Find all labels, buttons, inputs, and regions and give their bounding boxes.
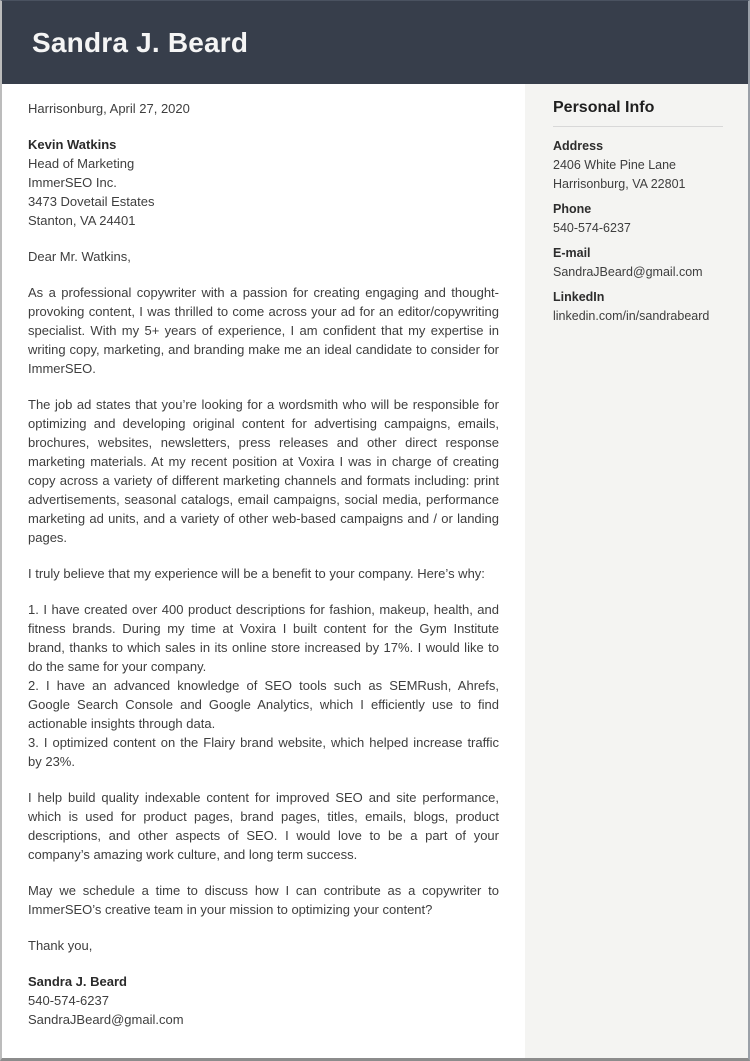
salutation: Dear Mr. Watkins, — [28, 249, 131, 264]
paragraph-intro: As a professional copywriter with a passion for creating engaging and thought-provoking content, I was thrilled to come across your ad for an editor/copywriting specialist. With my 5+ years of experience, I am confident that my expertise in writing copy, marketing, and branding make me an ideal candidate to consider for ImmerSEO. — [28, 285, 499, 376]
recipient-line: 3473 Dovetail Estates — [28, 194, 155, 209]
sidebar-section-email — [553, 244, 723, 282]
list-item: 2. I have an advanced knowledge of SEO tools such as SEMRush, Ahrefs, Google Search Console and Google Analytics, which I efficiently use to find actionable insights through data. — [28, 678, 499, 731]
header-band — [2, 1, 748, 84]
sidebar-value: SandraJBeard@gmail.com — [553, 265, 703, 279]
content-area — [2, 84, 748, 1058]
recipient-line: Stanton, VA 24401 — [28, 213, 136, 228]
paragraph-lead-in: I truly believe that my experience will be a benefit to your company. Here’s why: — [28, 566, 485, 581]
recipient-line: ImmerSEO Inc. — [28, 175, 117, 190]
signature-email: SandraJBeard@gmail.com — [28, 1012, 184, 1027]
letter-body — [2, 84, 525, 1058]
sidebar-label: Phone — [553, 202, 592, 216]
sidebar-title: Personal Info — [553, 99, 723, 127]
sidebar-value: 2406 White Pine Lane — [553, 158, 677, 172]
paragraph-value: I help build quality indexable content for improved SEO and site performance, which is used for product pages, brand pages, titles, emails, blogs, product descriptions, and other aspects of SEO. I would love to be a part of your company’s amazing work culture, and long term success. — [28, 790, 499, 862]
list-item: 3. I optimized content on the Flairy brand website, which helped increase traffic by 23%. — [28, 735, 499, 769]
recipient-line: Head of Marketing — [28, 156, 135, 171]
signature-block — [28, 972, 499, 1029]
sidebar-value: linkedin.com/in/sandrabeard — [553, 309, 710, 323]
sidebar — [525, 84, 748, 1058]
paragraph-experience: The job ad states that you’re looking for a wordsmith who will be responsible for optimizing and developing original content for advertising campaigns, emails, brochures, websites, newsletters, press releases and other direct response marketing materials. At my recent position at Voxira I was in charge of creating copy across a variety of different marketing channels and formats including: print advertisements, seasonal catalogs, email campaigns, social media, performance marketing ad units, and a variety of other web-based campaigns and / or landing pages. — [28, 397, 499, 545]
sidebar-value: Harrisonburg, VA 22801 — [553, 177, 686, 191]
sidebar-section-phone — [553, 200, 723, 238]
sidebar-section-linkedin — [553, 288, 723, 326]
sidebar-label: LinkedIn — [553, 290, 605, 304]
closing: Thank you, — [28, 938, 93, 953]
list-item: 1. I have created over 400 product descriptions for fashion, makeup, health, and fitness brands. During my time at Voxira I built content for the Gym Institute brand, thanks to which sales in its online store increased by 17%. I would like to do the same for your company. — [28, 602, 499, 674]
sidebar-label: E-mail — [553, 246, 591, 260]
signature-name: Sandra J. Beard — [28, 974, 127, 989]
letter-date: Harrisonburg, April 27, 2020 — [28, 101, 190, 116]
recipient-block — [28, 135, 499, 230]
signature-phone: 540-574-6237 — [28, 993, 109, 1008]
recipient-name: Kevin Watkins — [28, 137, 117, 152]
sidebar-value: 540-574-6237 — [553, 221, 631, 235]
page-title: Sandra J. Beard — [32, 26, 249, 58]
sidebar-section-address — [553, 137, 723, 194]
paragraph-call-to-action: May we schedule a time to discuss how I can contribute as a copywriter to ImmerSEO’s creative team in your mission to optimizing your content? — [28, 883, 499, 917]
sidebar-label: Address — [553, 139, 604, 153]
achievements-list — [28, 600, 499, 771]
